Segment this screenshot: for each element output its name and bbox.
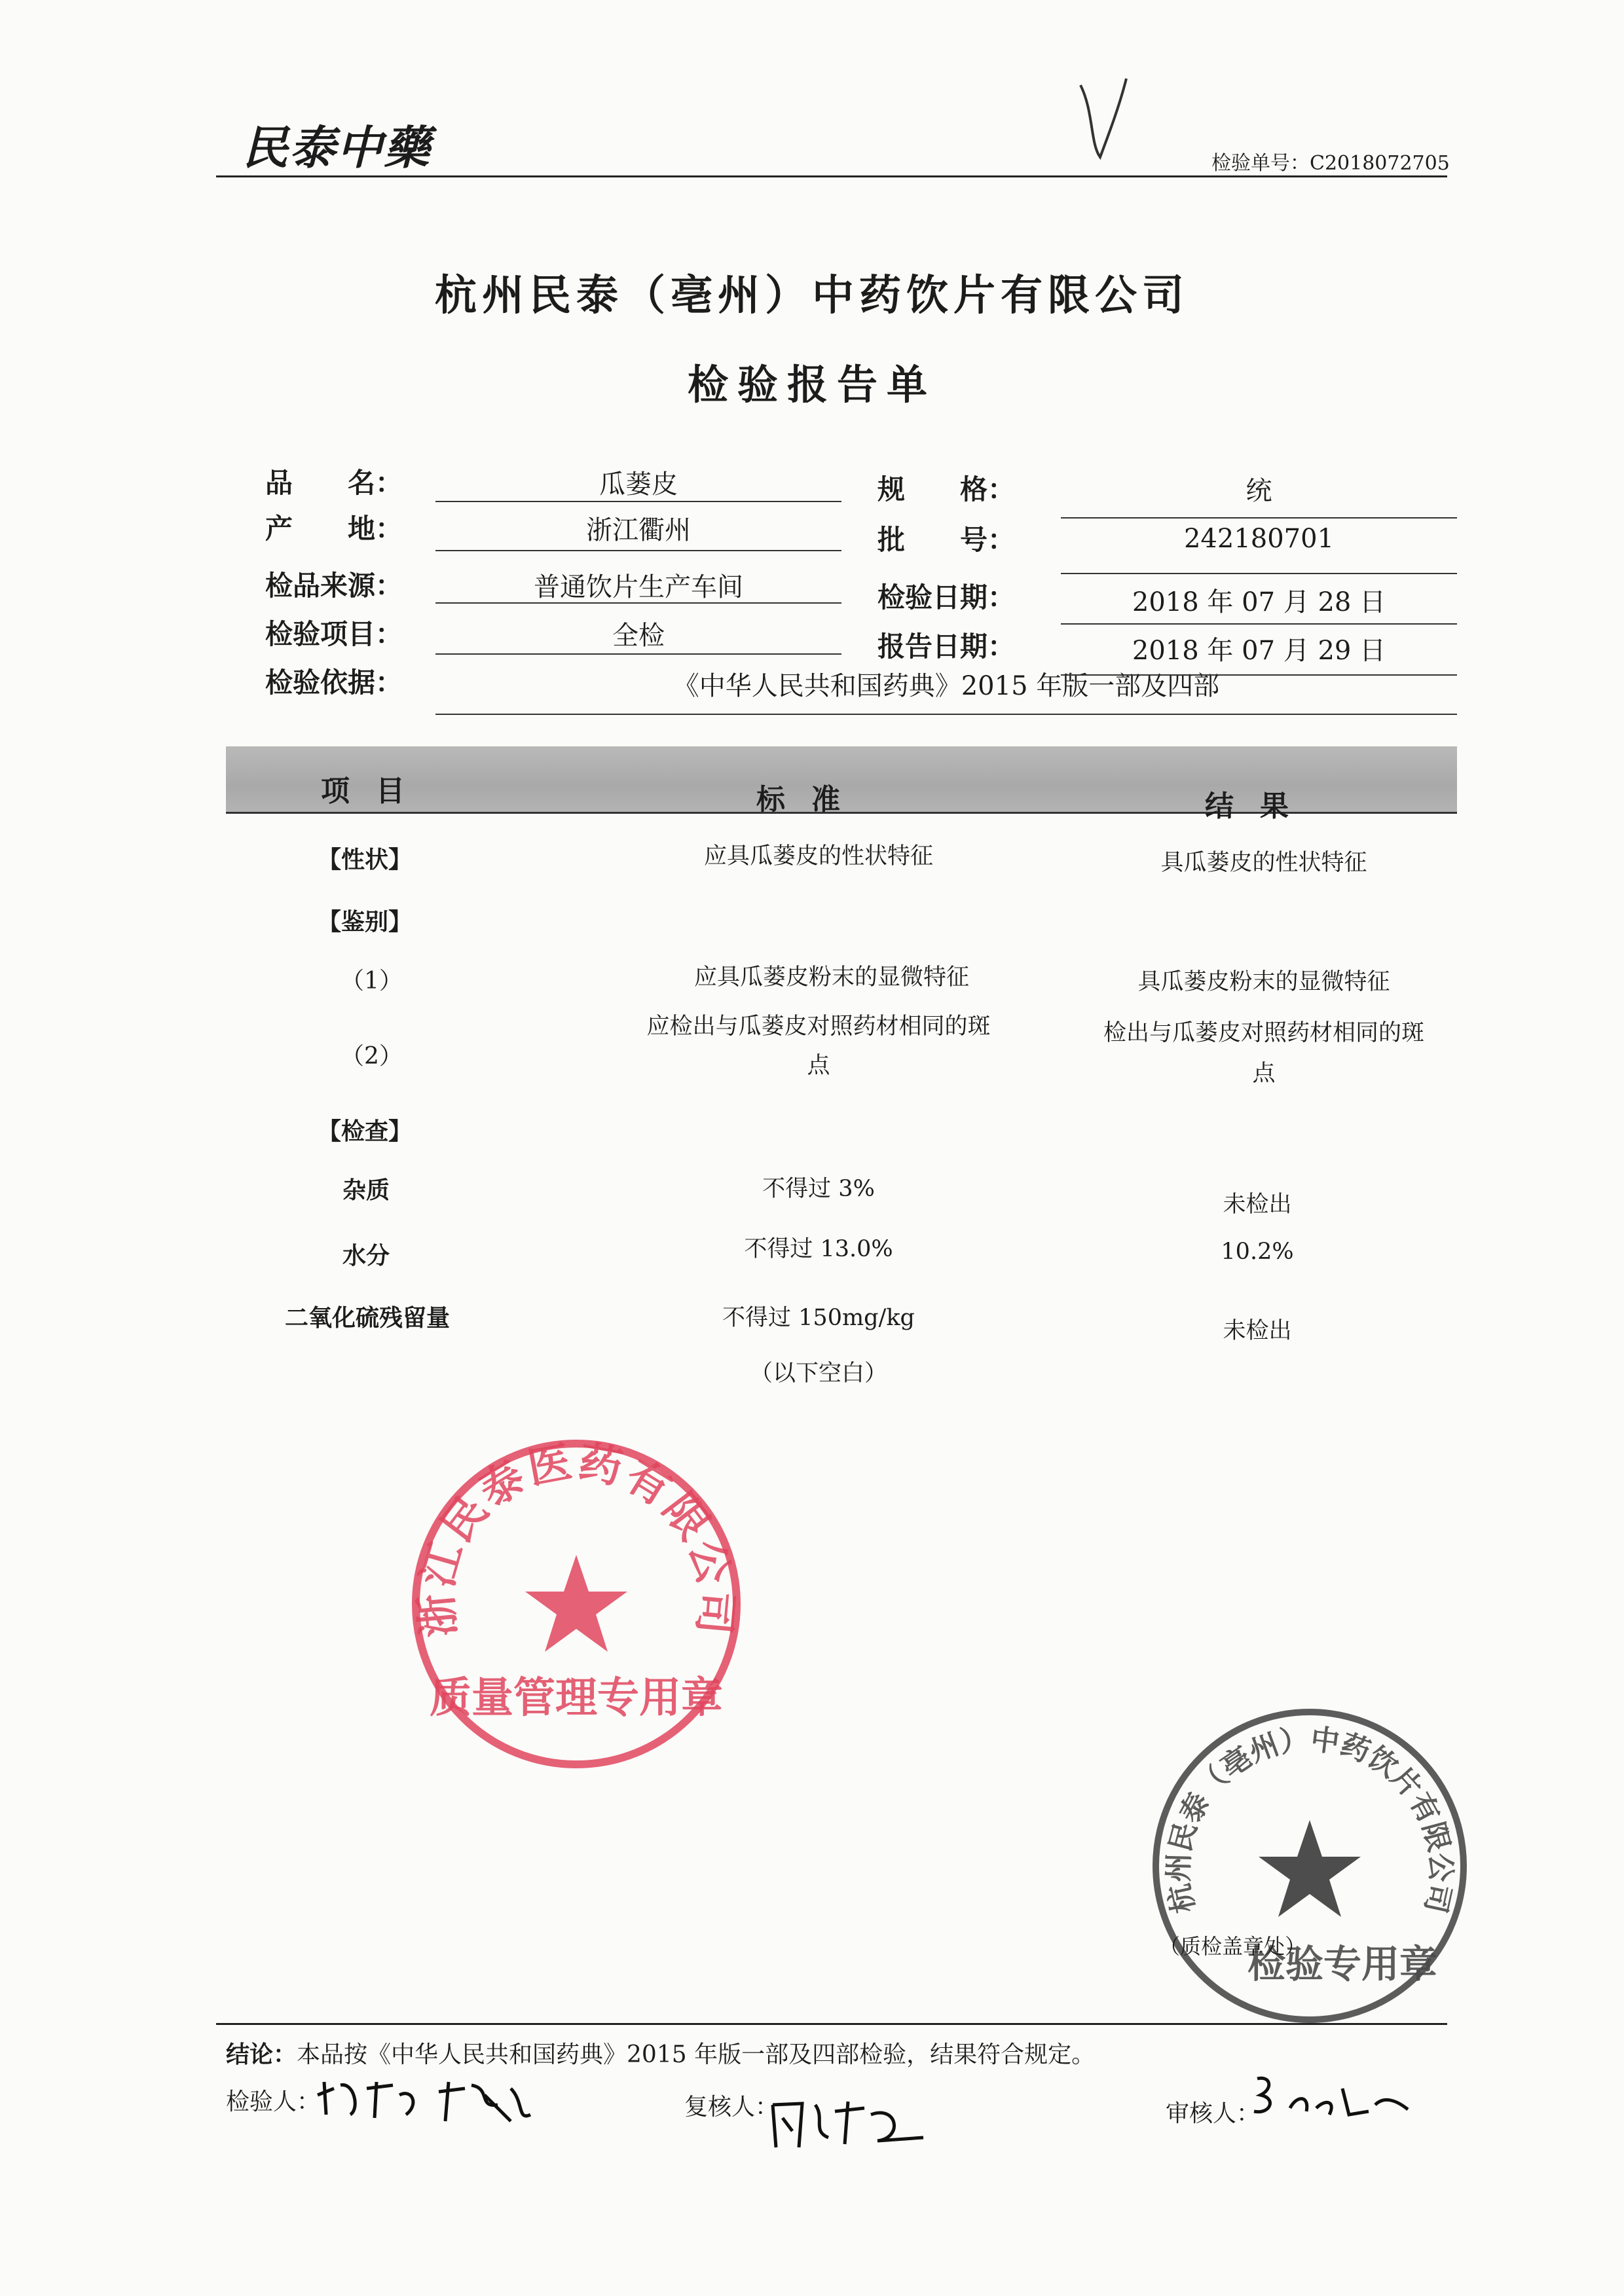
inspector-signature xyxy=(314,2069,537,2141)
test-items-value: 全检 xyxy=(612,621,665,651)
column-header-item: 项目 xyxy=(321,774,431,808)
conclusion xyxy=(226,2036,1095,2069)
column-header-result: 结果 xyxy=(1205,790,1315,823)
traits-standard: 应具瓜蒌皮的性状特征 xyxy=(703,843,933,869)
underline xyxy=(1061,623,1457,625)
report-date-label: 报告日期： xyxy=(877,630,1016,663)
column-header-standard: 标准 xyxy=(756,783,866,816)
sulfur-dioxide-result: 未检出 xyxy=(1223,1318,1292,1344)
underline xyxy=(435,501,841,502)
company-logo: 民泰中藥 xyxy=(242,120,431,175)
identification-2-standard-line1: 应检出与瓜蒌皮对照药材相同的斑 xyxy=(646,1013,991,1040)
blank-below-note: （以下空白） xyxy=(749,1360,887,1387)
stamp-place-note: （质检盖章处） xyxy=(1159,1934,1306,1959)
svg-text:杭州民泰（亳州）中药饮片有限公司: 杭州民泰（亳州）中药饮片有限公司 xyxy=(1162,1722,1458,1916)
identification-2-label: （2） xyxy=(341,1043,403,1070)
section-traits: 【性状】 xyxy=(318,846,413,873)
sulfur-dioxide-label: 二氧化硫残留量 xyxy=(285,1304,451,1332)
sample-source-label: 检品来源： xyxy=(265,570,403,602)
specification-value: 统 xyxy=(1246,476,1272,506)
svg-text:质量管理专用章: 质量管理专用章 xyxy=(430,1674,723,1722)
report-date-value: 2018 年 07 月 29 日 xyxy=(1132,636,1386,666)
report-number: 检验单号：C2018072705 xyxy=(1211,152,1450,175)
inspector-label: 检验人： xyxy=(226,2088,321,2115)
impurity-result: 未检出 xyxy=(1223,1192,1292,1218)
document-title: 检验报告单 xyxy=(687,361,936,409)
identification-1-label: （1） xyxy=(341,968,403,994)
svg-text:浙江民泰医药有限公司: 浙江民泰医药有限公司 xyxy=(410,1436,743,1639)
underline xyxy=(1061,573,1457,574)
sulfur-dioxide-standard: 不得过 150mg/kg xyxy=(722,1305,915,1331)
identification-2-result-line2: 点 xyxy=(1252,1061,1276,1087)
moisture-label: 水分 xyxy=(342,1242,390,1269)
test-basis-label: 检验依据： xyxy=(265,666,403,699)
reviewer-signature xyxy=(766,2085,950,2157)
underline xyxy=(435,550,841,551)
traits-result: 具瓜蒌皮的性状特征 xyxy=(1160,850,1367,876)
section-identification: 【鉴别】 xyxy=(318,908,413,936)
underline xyxy=(435,602,841,604)
product-name-value: 瓜蒌皮 xyxy=(599,469,678,500)
batch-number-label: 批 号： xyxy=(877,524,1016,556)
test-items-label: 检验项目： xyxy=(265,618,403,650)
identification-2-result-line1: 检出与瓜蒌皮对照药材相同的斑 xyxy=(1103,1020,1424,1046)
conclusion-label: 结论： xyxy=(226,2041,297,2068)
approver-signature xyxy=(1244,2069,1414,2141)
moisture-standard: 不得过 13.0% xyxy=(744,1236,893,1262)
moisture-result: 10.2% xyxy=(1221,1239,1294,1265)
company-name: 杭州民泰（亳州）中药饮片有限公司 xyxy=(435,271,1189,320)
sample-source-value: 普通饮片生产车间 xyxy=(534,572,743,602)
origin-value: 浙江衢州 xyxy=(586,515,691,545)
specification-label: 规 格： xyxy=(877,473,1016,505)
svg-text:检验专用章: 检验专用章 xyxy=(1247,1942,1438,1986)
batch-number-value: 242180701 xyxy=(1183,524,1335,554)
conclusion-text: 本品按《中华人民共和国药典》2015 年版一部及四部检验，结果符合规定。 xyxy=(297,2041,1096,2068)
identification-1-standard: 应具瓜蒌皮粉末的显微特征 xyxy=(693,964,969,991)
handwritten-mark xyxy=(1074,72,1133,164)
section-inspection: 【检查】 xyxy=(318,1118,413,1145)
test-date-value: 2018 年 07 月 28 日 xyxy=(1132,587,1386,617)
identification-1-result: 具瓜蒌皮粉末的显微特征 xyxy=(1137,969,1390,995)
inspection-seal xyxy=(1146,1702,1473,2030)
test-date-label: 检验日期： xyxy=(877,581,1016,613)
underline xyxy=(1061,674,1457,676)
underline xyxy=(1061,517,1457,519)
reviewer-label: 复核人： xyxy=(684,2094,779,2121)
quality-management-seal xyxy=(406,1434,747,1774)
footer-divider xyxy=(216,2023,1447,2025)
origin-label: 产 地： xyxy=(265,513,403,545)
header-divider xyxy=(216,175,1447,177)
underline xyxy=(435,714,1457,715)
test-basis-value: 《中华人民共和国药典》2015 年版一部及四部 xyxy=(673,671,1220,701)
impurity-label: 杂质 xyxy=(342,1176,390,1204)
approver-label: 审核人： xyxy=(1166,2100,1261,2127)
identification-2-standard-line2: 点 xyxy=(807,1053,830,1079)
product-name-label: 品 名： xyxy=(265,467,403,499)
impurity-standard: 不得过 3% xyxy=(762,1176,875,1202)
underline xyxy=(435,653,841,655)
